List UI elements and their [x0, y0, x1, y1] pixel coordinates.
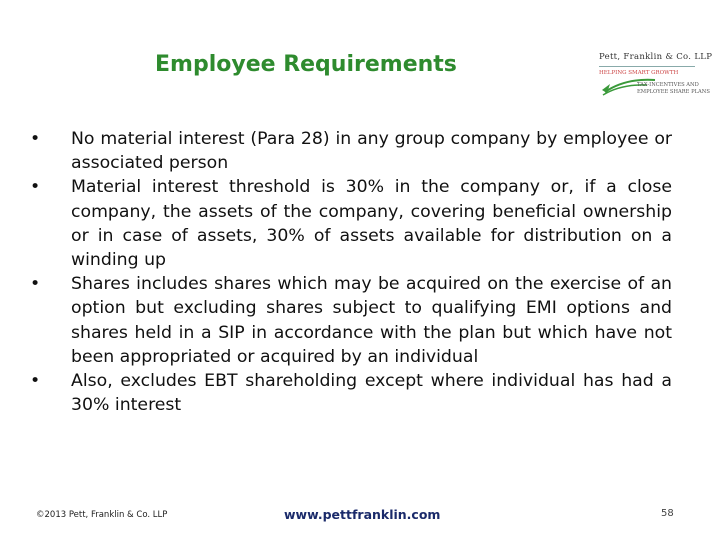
footer-copyright: ©2013 Pett, Franklin & Co. LLP	[36, 510, 168, 520]
bullet-marker: •	[30, 274, 41, 295]
bullet-text: Also, excludes EBT shareholding except where individual has had a 30% interest	[71, 371, 672, 416]
bullet-item	[30, 127, 672, 175]
slide-title: Employee Requirements	[155, 52, 457, 77]
bullet-list	[30, 127, 672, 417]
bullet-text: Material interest threshold is 30% in the company or, if a close company, the assets of the company, covering beneficial ownership or in case of assets, 30% of assets available for distribution on a winding up	[71, 177, 672, 271]
bullet-item	[30, 369, 672, 417]
bullet-item	[30, 175, 672, 272]
logo-tagline: HELPING SMART GROWTH	[599, 70, 679, 76]
bullet-text: Shares includes shares which may be acquired on the exercise of an option but excluding shares subject to qualifying EMI options and shares held in a SIP in accordance with the plan but which have not been appropriated or acquired by an individual	[71, 274, 672, 367]
logo-subtitle	[637, 82, 710, 96]
logo-divider	[599, 66, 695, 67]
logo-subtitle-line1: TAX-INCENTIVES AND	[637, 82, 699, 88]
bullet-item	[30, 272, 672, 369]
bullet-marker: •	[30, 177, 41, 198]
logo-subtitle-line2: EMPLOYEE SHARE PLANS	[637, 89, 710, 95]
bullet-marker: •	[30, 371, 41, 392]
footer-website-link[interactable]: www.pettfranklin.com	[284, 507, 441, 522]
bullet-marker: •	[30, 129, 41, 149]
page-number: 58	[661, 508, 674, 519]
bullet-text: No material interest (Para 28) in any group company by employee or associated person	[71, 129, 672, 174]
company-logo	[585, 40, 715, 110]
logo-name: Pett, Franklin & Co. LLP	[599, 52, 713, 62]
